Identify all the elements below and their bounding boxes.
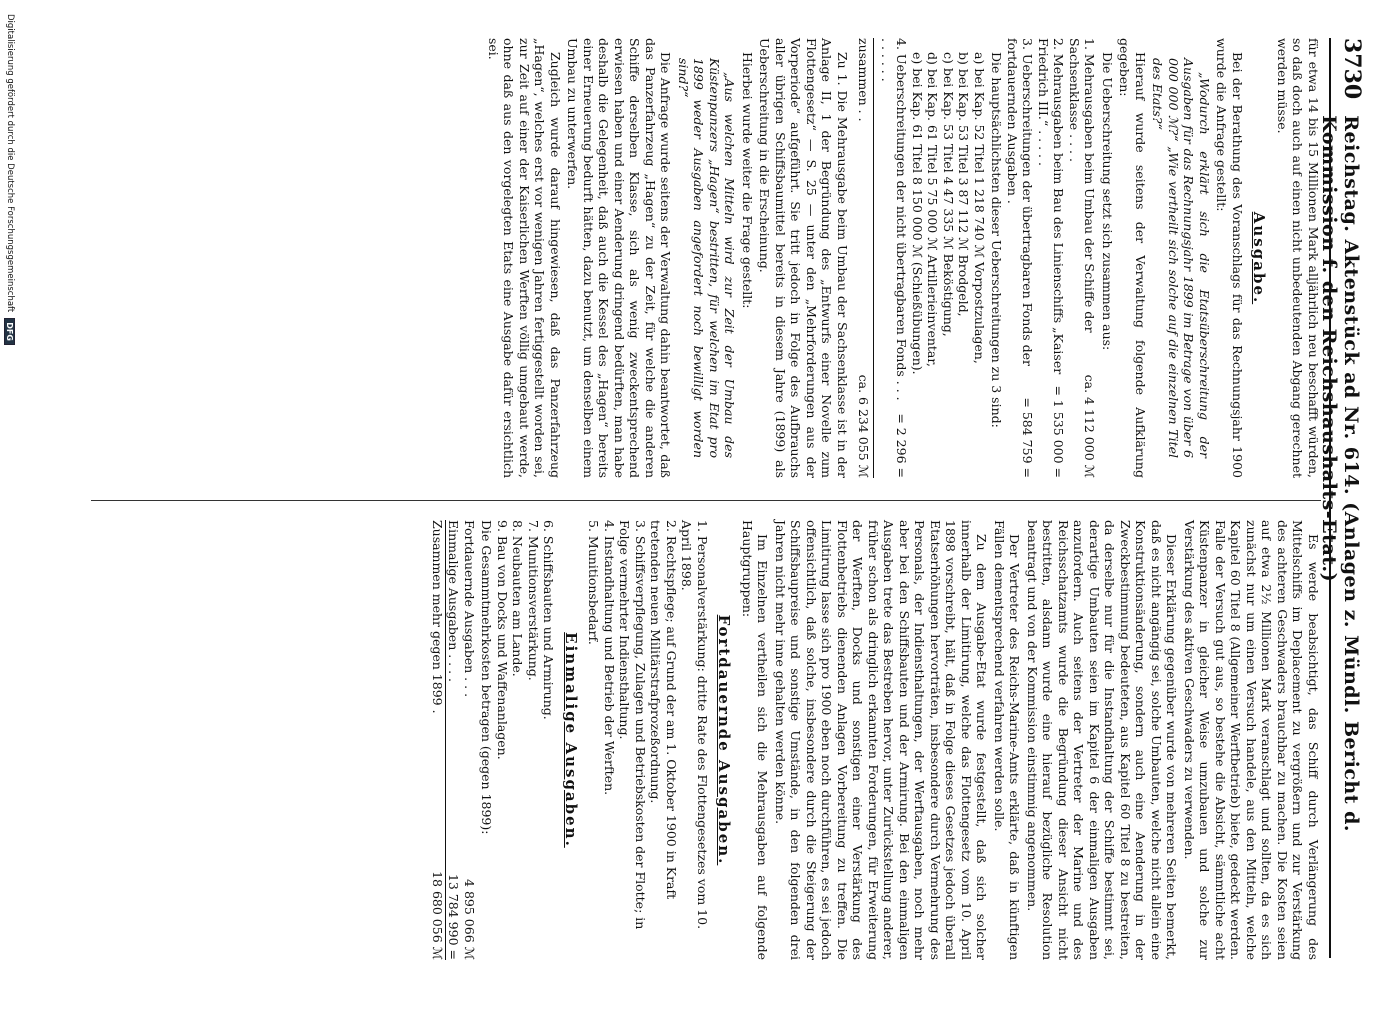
- running-header: [1318, 38, 1365, 958]
- paragraph: Die Ueberschreitung setzt sich zusammen aus:: [1100, 52, 1115, 351]
- item-label: 2. Mehrausgaben beim Bau des Linienschiffs „Kaiser Friedrich III.“ . . . . .: [1036, 38, 1067, 375]
- sub-item: b) bei Kap. 53 Titel 3 87 112 ℳ Brodgeld,: [956, 52, 972, 317]
- item-amount: ca. 4 112 000 ℳ: [1082, 374, 1098, 478]
- sub-item: a) bei Kap. 52 Titel 1 218 740 ℳ Vorpostzulagen,: [972, 52, 987, 364]
- list-item: 6. Schiffsbauten und Armirung.: [541, 520, 557, 720]
- sum-amount: 18 680 056 ℳ: [430, 871, 445, 960]
- sum-amount: 4 895 066 ℳ: [462, 879, 477, 960]
- sub-item: d) bei Kap. 61 Titel 5 75 000 ℳ Artillerieinventar,: [925, 52, 941, 367]
- paragraph: Bei der Berathung des Voranschlags für das Rechnungsjahr 1900 wurde die Anfrage gestellt:: [1214, 38, 1245, 478]
- list-item: [879, 38, 910, 478]
- list-item: [1036, 38, 1067, 478]
- overrun-list: [1005, 38, 1098, 478]
- paragraph: Zu dem Ausgabe-Etat wurde festgestellt, daß sich solcher innerhalb der Limitirung, welche das Flottengesetz vom 10. April 1898 vorschreibt, hält, daß in Folge dieses Gesetzes jedoch überall Etatserhöhungen hervorträten, insbesondere durch Vermehrung des Personals, der Indiensthaltungen, der Werftausgaben, noch mehr aber bei den Schiffsbauten und der Armirung. Bei den einmaligen Ausgaben trete das Bestreben hervor, unter Zurückstellung anderer, früher schon als dringlich erkannten Forderungen, für Erweiterung der Werften, Docks und sonstigen einer Verstärkung des Flottenbetriebs dienenden Anlagen Vorbereitung zu treffen. Die Limitirung lasse sich pro 1900 eben noch durchführen, es sei jedoch offensichtlich, daß solche, insbesondere durch die Steigerung der Schiffsbaupreise und sonstige Umstände, in den folgenden drei Jahren nicht mehr inne gehalten werden könne.: [773, 520, 990, 960]
- right-column: [430, 520, 1322, 960]
- dfg-logo: DFG: [5, 318, 16, 345]
- paragraph: Die Gesammtmehrkosten betragen (gegen 1899):: [479, 520, 495, 835]
- quoted-question: „Wodurch erklärt sich die Etatsüberschreitung der Ausgaben für das Rechnungsjahr 1899 im Betrage von über 6 000 000 ℳ?“ „Wie vertheilt sich solche auf die einzelnen Titel des Etats?“: [1150, 58, 1212, 458]
- intro-paragraph: für etwa 14 bis 15 Millionen Mark alljährlich neu beschafft würden, so daß doch auch auf einen nicht unbedeutenden Abgang gerechnet werden müsse.: [1275, 38, 1321, 478]
- numbered-list: [586, 520, 710, 960]
- paragraph: Die hauptsächlichsten dieser Ueberschreitungen zu 3 sind:: [989, 52, 1005, 428]
- list-item: 8. Neubauten am Lande.: [510, 520, 526, 677]
- list-item: 2. Rechtspflege; auf Grund der am 1. Oktober 1900 in Kraft tretenden neuen Militärstrafprozeßordnung.: [648, 520, 679, 900]
- total-label: zusammen . .: [856, 38, 872, 122]
- column-divider: [91, 500, 1321, 501]
- paragraph: Hierbei wurde weiter die Frage gestellt:: [740, 52, 755, 309]
- paragraph: Dieser Erklärung gegenüber wurde von mehreren Seiten bemerkt, daß es nicht angängig sei, solche Umbauten, welche nicht allein eine Konstruktionsänderung, sondern auch eine Aenderung in der Zweckbestimmung bedeuteten, aus Kapitel 60 Titel 8 zu bestreiten, da derselbe nur für die Instandhaltung der Schiffe bestimmt sei, derartige Umbauten seien im Kapitel 6 der einmaligen Ausgaben anzufordern. Auch seitens der Vertreter der Marine und des Reichsschatzamts wurde die Begründung dieser Ansicht nicht bestritten, alsdann wurde eine hierauf bezügliche Resolution beantragt und von der Kommission einstimmig angenommen.: [1025, 520, 1180, 960]
- sum-label: Zusammen mehr gegen 1899 .: [430, 520, 445, 714]
- list-item: 1. Personalverstärkung: dritte Rate des Flottengesetzes vom 10. April 1898.: [679, 520, 710, 930]
- paragraph: Die Anfrage wurde seitens der Verwaltung dahin beantwortet, daß das Panzerfahrzeug „Hagen“ zu der Zeit, für welche die anderen Schiffe derselben Klasse, sich als wenig zweckentsprechend erwiesen haben und einer Aenderung dringend bedürften, man habe deshalb die Gelegenheit, daß auch die Kessel des „Hagen“ bereits einer Erneuerung bedurft hätten, dazu benutzt, um denselben einem Umbau zu unterwerfen.: [565, 38, 674, 478]
- paragraph: Es werde beabsichtigt, das Schiff durch Verlängerung des Mittelschiffs im Deplacement zu vergrößern und zur Verstärkung des achteren Geschwaders brauchbar zu machen. Die Kosten seien auf etwa 2½ Millionen Mark veranschlagt und sollten, da es sich zunächst nur um einen Versuch handele, aus den Mitteln, welche Kapitel 60 Titel 8 (Allgemeiner Werftbetrieb) biete, gedeckt werden. Falle der Versuch gut aus, so bestehe die Absicht, sämmtliche acht Küstenpanzer in gleicher Weise umzubauen und solche zur Verstärkung des aktiven Geschwaders zu verwenden.: [1182, 520, 1321, 960]
- list-item: [1005, 38, 1036, 478]
- list-item: 3. Schiffsverpflegung, Zulagen und Betriebskosten der Flotte; in Folge vermehrter Indiensthaltung.: [617, 520, 648, 930]
- sub-item: e) bei Kap. 61 Titel 8 150 000 ℳ (Schießübungen).: [910, 52, 925, 375]
- item-label: 1. Mehrausgaben beim Umbau der Schiffe der Sachsenklasse . . . .: [1067, 38, 1098, 333]
- item-amount: = 2 296 =: [894, 413, 910, 478]
- sum-amount: 13 784 990 =: [446, 873, 462, 960]
- digitization-credit: [0, 14, 20, 1014]
- paragraph: Zu 1. Die Mehrausgabe beim Umbau der Sachsenklasse ist in der Anlage II, 1 der Begründung des „Entwurfs einer Novelle zum Flottengesetz“ — S. 25 — unter den „Mehrforderungen aus der Vorperiode“ aufgeführt. Sie tritt jedoch in Folge des Aufbrauchs aller übrigen Schiffsbaumittel bereits in diesem Jahre (1899) als Ueberschreitung in die Erscheinung.: [757, 38, 850, 478]
- sub-list: [910, 38, 988, 478]
- sum-row: [462, 520, 478, 960]
- section-heading-ausgabe: Ausgabe.: [1250, 211, 1269, 305]
- list-item: 4. Instandhaltung und Betrieb der Werften.: [602, 520, 617, 796]
- sum-table: [430, 520, 478, 960]
- section-heading-einmalige: Einmalige Ausgaben.: [562, 632, 580, 848]
- sum-row-total: [430, 520, 446, 960]
- page-number: 3730: [1339, 38, 1365, 100]
- total-amount: ca. 6 234 055 ℳ: [856, 374, 872, 478]
- sum-label: Fortdauernde Ausgaben . . .: [462, 520, 477, 698]
- list-item: [1067, 38, 1098, 478]
- item-amount: = 584 759 =: [1020, 397, 1036, 478]
- item-amount: = 1 535 000 =: [1051, 385, 1067, 478]
- list-item: 5. Munitionsbedarf.: [586, 520, 602, 645]
- item-label: 3. Ueberschreitungen der übertragbaren Fonds der fortdauernden Ausgaben .: [1005, 38, 1036, 367]
- sum-row: [445, 520, 462, 960]
- credit-text: Digitalisierung gefördert durch die Deutsche Forschungsgemeinschaft: [5, 14, 15, 313]
- numbered-list: [495, 520, 557, 960]
- list-item: 7. Munitionsverstärkung.: [526, 520, 541, 681]
- quoted-question: „Aus welchen Mitteln wird zur Zeit der Umbau des Küstenpanzers „Hagen“ bestritten, für welchen im Etat pro 1899 weder Ausgaben angefordert noch bewilligt worden sind?“: [676, 58, 738, 458]
- sub-item: c) bei Kap. 53 Titel 4 47 335 ℳ Beköstigung,: [941, 52, 956, 337]
- paragraph: Im Einzelnen vertheilen sich die Mehrausgaben auf folgende Hauptgruppen:: [740, 520, 771, 960]
- paragraph: Hierauf wurde seitens der Verwaltung folgende Aufklärung gegeben:: [1117, 38, 1148, 478]
- item-label: 4. Ueberschreitungen der nicht übertragbaren Fonds . . . . . . . . .: [879, 38, 910, 401]
- paragraph: Der Vertreter des Reichs-Marine-Amts erklärte, daß in künftigen Fällen dementsprechend verfahren werden solle.: [992, 520, 1023, 960]
- sum-label: Einmalige Ausgaben . . . .: [446, 520, 462, 683]
- total-row: [856, 38, 875, 478]
- left-column: [484, 38, 1322, 478]
- list-item: 9. Bau von Docks und Waffenanlagen.: [495, 520, 510, 760]
- section-heading-fortdauernde: Fortdauernde Ausgaben.: [715, 614, 734, 866]
- paragraph: Zugleich wurde darauf hingewiesen, daß das Panzerfahrzeug „Hagen“, welches erst vor wenigen Jahren fertiggestellt worden sei, zur Zeit auf einer der Kaiserlichen Werften völlig umgebaut werde, ohne daß aus den vorgelegten Etats eine Ausgabe dafür ersichtlich sei.: [486, 38, 563, 478]
- running-title: Reichstag. Aktenstück ad Nr. 614. (Anlagen z. Mündl. Bericht d. Kommission f. den Reichshaushalts-Etat.): [1318, 115, 1362, 833]
